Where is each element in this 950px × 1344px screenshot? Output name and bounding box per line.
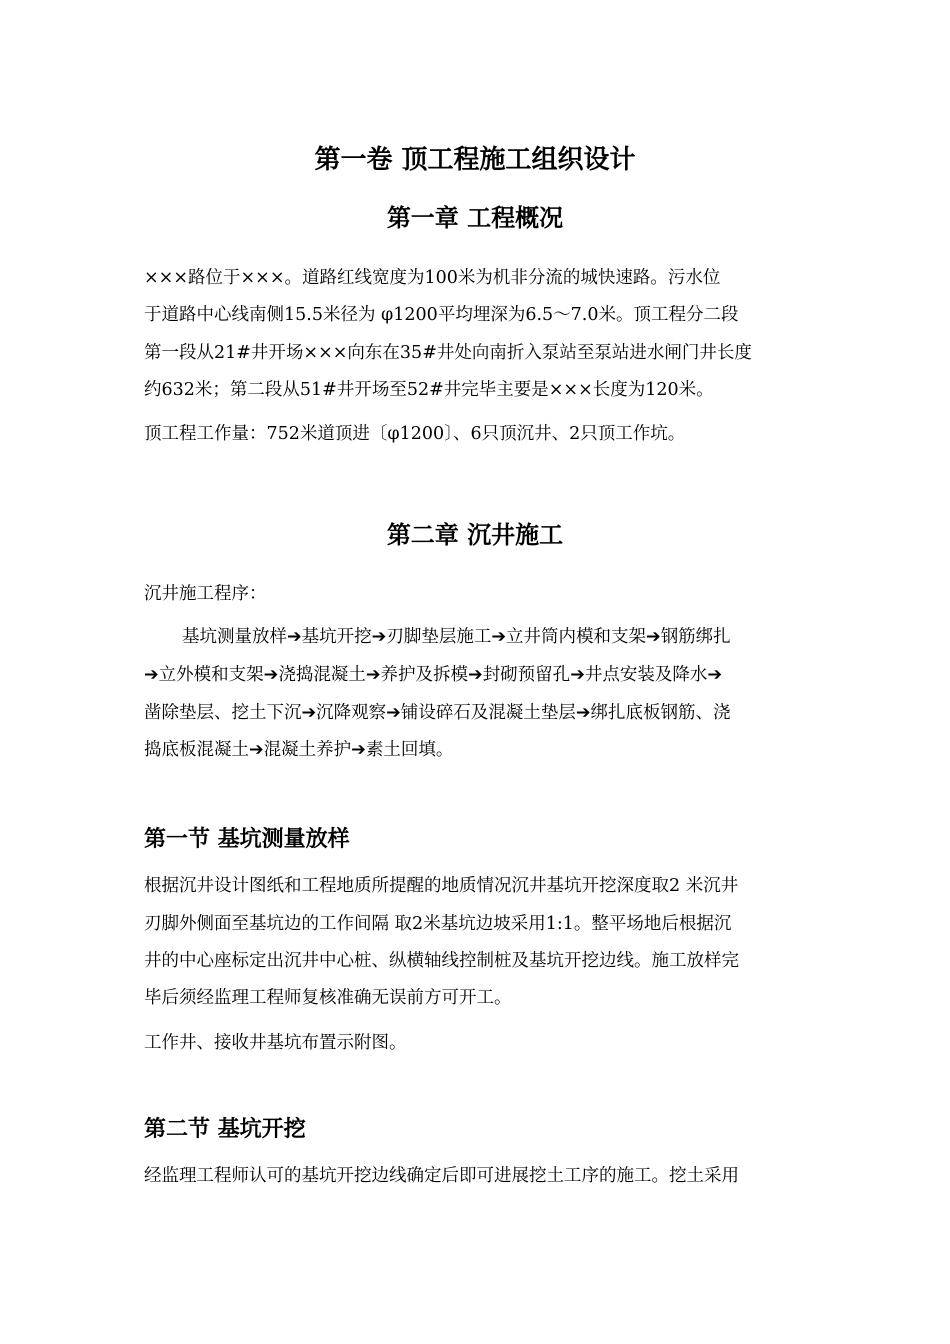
chapter-1-paragraph-line: 第一段从21#井开场×××向东在35#井处向南折入泵站至泵站进水闸门井长度: [144, 343, 752, 363]
flow-step: 立井筒内模和支架: [506, 627, 647, 647]
procedure-flow-line: [144, 698, 731, 728]
flow-step: 沉降观察: [316, 703, 387, 723]
volume-title: 第一卷 顶工程施工组织设计: [314, 145, 636, 175]
flow-step: 基坑开挖: [301, 627, 372, 647]
right-arrow-icon: ➔: [468, 665, 483, 685]
flow-step: 刃脚垫层施工: [386, 627, 492, 647]
section-1-paragraph-line: 根据沉井设计图纸和工程地质所提醒的地质情况沉井基坑开挖深度取2 米沉井: [144, 876, 739, 896]
chapter-1-paragraph-line: ×××路位于×××。道路红线宽度为100米为机非分流的城快速路。污水位: [144, 268, 721, 288]
section-1-title: 第一节 基坑测量放样: [144, 827, 350, 852]
flow-step: 素土回填。: [365, 740, 454, 760]
flow-step: 捣底板混凝土: [144, 740, 249, 760]
right-arrow-icon: ➔: [575, 703, 591, 723]
procedure-intro: 沉井施工程序：: [144, 584, 267, 604]
right-arrow-icon: ➔: [287, 627, 302, 647]
chapter-1-paragraph-line: 于道路中心线南侧15.5米径为 φ1200平均埋深为6.5～7.0米。顶工程分二段: [144, 305, 739, 325]
right-arrow-icon: ➔: [491, 627, 507, 647]
right-arrow-icon: ➔: [371, 627, 387, 647]
flow-step: 立外模和支架: [158, 665, 264, 685]
right-arrow-icon: ➔: [301, 703, 317, 723]
right-arrow-icon: ➔: [351, 740, 366, 760]
flow-step: 基坑测量放样: [182, 627, 287, 647]
right-arrow-icon: ➔: [646, 627, 661, 647]
right-arrow-icon: ➔: [570, 665, 585, 685]
workload-paragraph: 顶工程工作量：752米道顶进〔φ1200〕、6只顶沉井、2只顶工作坑。: [144, 424, 686, 444]
procedure-flow-line: [144, 660, 722, 690]
procedure-flow-line: [182, 622, 731, 652]
right-arrow-icon: ➔: [249, 740, 264, 760]
section-2-title: 第二节 基坑开挖: [144, 1117, 306, 1142]
section-2-paragraph-line: 经监理工程师认可的基坑开挖边线确定后即可进展挖土工序的施工。挖土采用: [144, 1166, 739, 1186]
flow-step: 铺设碎石及混凝土垫层: [400, 703, 576, 723]
flow-step: 混凝土养护: [263, 740, 352, 760]
flow-step: 绑扎底板钢筋、浇: [590, 703, 731, 723]
right-arrow-icon: ➔: [263, 665, 279, 685]
procedure-flow-line: [144, 735, 453, 765]
section-1-paragraph-line: 毕后须经监理工程师复核准确无误前方可开工。: [144, 988, 512, 1008]
flow-step: 养护及拆模: [380, 665, 469, 685]
chapter-1-title: 第一章 工程概况: [386, 204, 564, 232]
layout-note-paragraph: 工作井、接收井基坑布置示附图。: [144, 1033, 407, 1053]
right-arrow-icon: ➔: [144, 665, 159, 685]
section-1-paragraph-line: 井的中心座标定出沉井中心桩、纵横轴线控制桩及基坑开挖边线。施工放样完: [144, 951, 739, 971]
chapter-1-paragraph-line: 约632米；第二段从51#井开场至52#井完毕主要是×××长度为120米。: [144, 380, 714, 400]
flow-step: 钢筋绑扎: [660, 627, 731, 647]
right-arrow-icon: ➔: [707, 665, 723, 685]
flow-step: 凿除垫层、挖土下沉: [144, 703, 302, 723]
chapter-2-title: 第二章 沉井施工: [386, 521, 564, 549]
flow-step: 封砌预留孔: [482, 665, 571, 685]
flow-step: 井点安装及降水: [584, 665, 708, 685]
flow-step: 浇捣混凝土: [278, 665, 366, 685]
right-arrow-icon: ➔: [365, 665, 381, 685]
section-1-paragraph-line: 刃脚外侧面至基坑边的工作间隔 取2米基坑边坡采用1:1。整平场地后根据沉: [144, 914, 732, 934]
right-arrow-icon: ➔: [386, 703, 401, 723]
